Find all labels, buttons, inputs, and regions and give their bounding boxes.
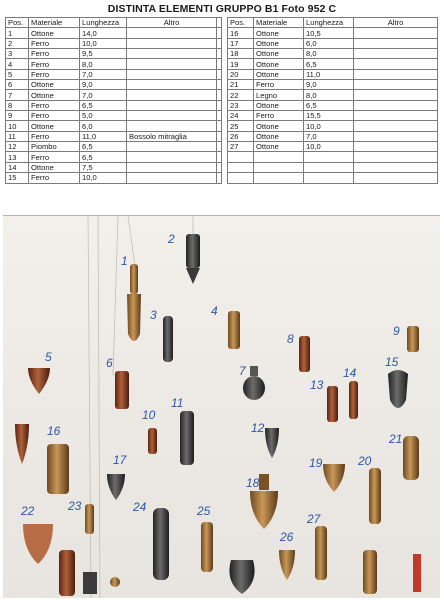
cell-spacer (217, 162, 222, 172)
table-row (228, 173, 438, 183)
cell-lunghezza: 6,0 (80, 121, 127, 131)
table-header-row (6, 18, 222, 28)
cell-lunghezza: 14,0 (80, 28, 127, 38)
cell-pos: 16 (228, 28, 254, 38)
table-row (6, 131, 222, 141)
photo-label-3: 3 (150, 308, 157, 322)
cell-materiale: Ottone (29, 162, 80, 172)
cell-altro (354, 90, 438, 100)
table-body-left (6, 28, 222, 183)
cell-lunghezza: 7,0 (80, 69, 127, 79)
cell-materiale: Ferro (29, 59, 80, 69)
cell-altro (127, 69, 217, 79)
cell-altro (127, 38, 217, 48)
photo-label-26: 26 (280, 530, 294, 544)
cell-lunghezza: 6,5 (304, 59, 354, 69)
plumb-bob-26 (279, 550, 295, 580)
cell-materiale: Ferro (29, 38, 80, 48)
cell-altro (127, 142, 217, 152)
cell-lunghezza: 10,0 (80, 173, 127, 183)
cell-pos: 19 (228, 59, 254, 69)
photo-label-22: 22 (21, 504, 35, 518)
cell-materiale: Piombo (29, 142, 80, 152)
cell-pos (228, 173, 254, 183)
cell-pos: 21 (228, 80, 254, 90)
photo-label-9: 9 (393, 324, 400, 338)
plumb-bob-8 (299, 336, 310, 372)
cell-altro (354, 173, 438, 183)
table-row (6, 121, 222, 131)
table-row (6, 49, 222, 59)
table-row (6, 69, 222, 79)
table-row (6, 28, 222, 38)
plumb-bob-21 (403, 436, 419, 480)
photo-label-16: 16 (47, 424, 61, 438)
cell-lunghezza: 8,0 (304, 90, 354, 100)
cell-lunghezza: 11,0 (304, 69, 354, 79)
cell-materiale: Ferro (29, 152, 80, 162)
photo-label-24: 24 (133, 500, 147, 514)
cell-lunghezza: 8,0 (304, 49, 354, 59)
cell-altro (127, 100, 217, 110)
photo-label-15: 15 (385, 355, 399, 369)
cell-pos: 22 (228, 90, 254, 100)
cell-lunghezza: 9,5 (80, 49, 127, 59)
plumb-bob-10 (148, 428, 157, 454)
plumb-bob-unlabeled (15, 424, 29, 464)
plumb-bob-3 (163, 316, 173, 362)
cell-pos: 6 (6, 80, 29, 90)
cell-spacer (217, 49, 222, 59)
table-row (6, 111, 222, 121)
plumb-bob-25 (201, 522, 213, 572)
plumb-bob-20 (369, 468, 381, 524)
cell-altro (127, 162, 217, 172)
table-row (6, 152, 222, 162)
photo-label-4: 4 (211, 304, 218, 318)
cell-pos: 14 (6, 162, 29, 172)
plumb-bob-4 (228, 311, 240, 349)
plumb-bob-23 (85, 504, 94, 534)
cell-pos: 20 (228, 69, 254, 79)
cell-pos: 23 (228, 100, 254, 110)
cell-pos: 26 (228, 131, 254, 141)
cell-pos: 15 (6, 173, 29, 183)
table-header-row (228, 18, 438, 28)
photo-label-6: 6 (106, 356, 113, 370)
cell-altro (354, 38, 438, 48)
cell-materiale: Ferro (29, 100, 80, 110)
cell-altro (354, 131, 438, 141)
cell-pos: 8 (6, 100, 29, 110)
cell-pos: 9 (6, 111, 29, 121)
cell-lunghezza: 9,0 (304, 80, 354, 90)
table-row (228, 90, 438, 100)
cell-lunghezza: 10,0 (304, 121, 354, 131)
photo-label-18: 18 (246, 476, 260, 490)
cell-lunghezza: 6,0 (304, 38, 354, 48)
cell-altro (354, 162, 438, 172)
cell-lunghezza: 8,0 (80, 59, 127, 69)
cell-lunghezza: 6,5 (304, 100, 354, 110)
plumb-bob-15 (388, 370, 408, 408)
col-spacer (217, 18, 222, 28)
plumb-bob-12 (265, 428, 279, 458)
cell-materiale (254, 162, 304, 172)
table-row (6, 90, 222, 100)
cell-spacer (217, 131, 222, 141)
cell-lunghezza: 6,5 (80, 100, 127, 110)
plumb-bob-16 (47, 444, 69, 494)
table-row (228, 152, 438, 162)
plumb-bob-27 (315, 526, 327, 580)
table-row (6, 162, 222, 172)
table-row (228, 59, 438, 69)
cell-lunghezza: 11,0 (80, 131, 127, 141)
table-row (6, 142, 222, 152)
plumb-bob-22 (23, 524, 53, 564)
col-header-pos: Pos. (228, 18, 254, 28)
cell-pos: 5 (6, 69, 29, 79)
cell-materiale: Ottone (254, 59, 304, 69)
cell-altro: Bossolo mitraglia (127, 131, 217, 141)
photo-label-17: 17 (113, 453, 127, 467)
table-row (228, 38, 438, 48)
cell-altro (354, 152, 438, 162)
cell-pos: 27 (228, 142, 254, 152)
photo-label-1: 1 (121, 254, 128, 268)
cell-lunghezza: 10,5 (304, 28, 354, 38)
photo-label-25: 25 (197, 504, 211, 518)
cell-pos: 2 (6, 38, 29, 48)
cell-pos: 10 (6, 121, 29, 131)
cell-altro (354, 111, 438, 121)
table-row (228, 131, 438, 141)
cell-materiale: Ferro (254, 111, 304, 121)
cell-lunghezza: 10,0 (304, 142, 354, 152)
plumb-bob-14 (349, 381, 358, 419)
table-row (228, 100, 438, 110)
cell-altro (127, 152, 217, 162)
photo-plumb-bobs (3, 215, 440, 598)
cell-altro (354, 69, 438, 79)
table-row (6, 59, 222, 69)
photo-label-14: 14 (343, 366, 357, 380)
cell-altro (354, 100, 438, 110)
photo-label-7: 7 (239, 364, 246, 378)
cell-spacer (217, 90, 222, 100)
photo-label-11: 11 (171, 396, 184, 410)
photo-label-2: 2 (168, 232, 175, 246)
col-header-lunghezza: Lunghezza (80, 18, 127, 28)
plumb-bob-1 (127, 264, 141, 341)
cell-materiale: Ottone (254, 142, 304, 152)
cell-materiale: Ottone (254, 131, 304, 141)
col-header-altro: Altro (127, 18, 217, 28)
table-row (228, 121, 438, 131)
table-row (6, 100, 222, 110)
plumb-bob-9 (407, 326, 419, 352)
cell-spacer (217, 142, 222, 152)
cell-materiale: Ottone (29, 90, 80, 100)
cell-materiale: Ottone (254, 38, 304, 48)
cell-spacer (217, 152, 222, 162)
cell-materiale: Ottone (254, 121, 304, 131)
cell-lunghezza (304, 152, 354, 162)
cell-spacer (217, 28, 222, 38)
photo-label-21: 21 (389, 432, 403, 446)
table-row (228, 49, 438, 59)
cell-altro (127, 49, 217, 59)
cell-materiale (254, 173, 304, 183)
cell-materiale: Ferro (29, 131, 80, 141)
col-header-materiale: Materiale (254, 18, 304, 28)
cell-lunghezza (304, 173, 354, 183)
table-row (228, 111, 438, 121)
photo-label-19: 19 (309, 456, 323, 470)
cell-pos: 1 (6, 28, 29, 38)
table-row (228, 142, 438, 152)
cell-lunghezza: 15,5 (304, 111, 354, 121)
cell-altro (354, 80, 438, 90)
col-header-pos: Pos. (6, 18, 29, 28)
photo-label-23: 23 (68, 499, 82, 513)
cell-lunghezza: 7,0 (304, 131, 354, 141)
table-row (6, 80, 222, 90)
table-row (228, 69, 438, 79)
cell-altro (127, 90, 217, 100)
cell-lunghezza (304, 162, 354, 172)
plumb-bob-2 (186, 234, 200, 284)
cell-pos: 12 (6, 142, 29, 152)
cell-materiale (254, 152, 304, 162)
cell-lunghezza: 10,0 (80, 38, 127, 48)
photo-label-8: 8 (287, 332, 294, 346)
cell-pos (228, 152, 254, 162)
elements-table-left (5, 17, 222, 184)
cell-lunghezza: 5,0 (80, 111, 127, 121)
cell-lunghezza: 6,5 (80, 152, 127, 162)
cell-materiale: Ottone (29, 80, 80, 90)
col-header-altro: Altro (354, 18, 438, 28)
photo-illustration (3, 216, 440, 598)
cell-materiale: Ferro (254, 80, 304, 90)
cell-altro (354, 59, 438, 69)
cell-pos (228, 162, 254, 172)
cell-materiale: Ferro (29, 69, 80, 79)
plumb-bob-6 (115, 371, 129, 409)
cell-materiale: Legno (254, 90, 304, 100)
cell-spacer (217, 80, 222, 90)
cell-altro (354, 49, 438, 59)
col-header-lunghezza: Lunghezza (304, 18, 354, 28)
table-body-right (228, 28, 438, 183)
cell-altro (127, 59, 217, 69)
cell-spacer (217, 173, 222, 183)
cell-materiale: Ottone (29, 28, 80, 38)
cell-spacer (217, 111, 222, 121)
cell-lunghezza: 7,5 (80, 162, 127, 172)
photo-label-13: 13 (310, 378, 324, 392)
table-row (228, 162, 438, 172)
cell-spacer (217, 69, 222, 79)
col-header-materiale: Materiale (29, 18, 80, 28)
cell-spacer (217, 59, 222, 69)
cell-altro (127, 80, 217, 90)
table-row (228, 28, 438, 38)
photo-label-10: 10 (142, 408, 156, 422)
cell-materiale: Ottone (254, 100, 304, 110)
cell-materiale: Ottone (254, 49, 304, 59)
cell-pos: 7 (6, 90, 29, 100)
cell-altro (127, 121, 217, 131)
cell-spacer (217, 100, 222, 110)
plumb-bob-5 (28, 368, 50, 394)
cell-materiale: Ottone (254, 69, 304, 79)
cell-materiale: Ferro (29, 49, 80, 59)
cell-altro (354, 142, 438, 152)
cell-altro (127, 28, 217, 38)
photo-label-5: 5 (45, 350, 52, 364)
cell-pos: 4 (6, 59, 29, 69)
cell-lunghezza: 9,0 (80, 80, 127, 90)
cell-altro (127, 173, 217, 183)
cell-pos: 24 (228, 111, 254, 121)
elements-table-right (227, 17, 438, 184)
document-title: DISTINTA ELEMENTI GRUPPO B1 Foto 952 C (107, 3, 337, 15)
cell-spacer (217, 38, 222, 48)
plumb-bobs-bottom-row (59, 550, 421, 596)
cell-spacer (217, 121, 222, 131)
plumb-bob-13 (327, 386, 338, 422)
cell-pos: 18 (228, 49, 254, 59)
cell-materiale: Ottone (254, 28, 304, 38)
cell-materiale: Ferro (29, 173, 80, 183)
table-row (6, 38, 222, 48)
cell-materiale: Ferro (29, 111, 80, 121)
cell-pos: 3 (6, 49, 29, 59)
table-row (6, 173, 222, 183)
plumb-bob-24 (153, 508, 169, 580)
photo-label-12: 12 (251, 421, 265, 435)
cell-lunghezza: 7,0 (80, 90, 127, 100)
table-row (228, 80, 438, 90)
photo-label-20: 20 (358, 454, 372, 468)
photo-label-27: 27 (307, 512, 321, 526)
cell-lunghezza: 6,5 (80, 142, 127, 152)
plumb-bob-19 (323, 464, 345, 492)
plumb-bob-17 (107, 474, 125, 500)
cell-pos: 17 (228, 38, 254, 48)
cell-pos: 25 (228, 121, 254, 131)
cell-pos: 11 (6, 131, 29, 141)
plumb-bob-7 (243, 366, 265, 400)
cell-pos: 13 (6, 152, 29, 162)
cell-altro (354, 28, 438, 38)
cell-materiale: Ottone (29, 121, 80, 131)
plumb-bob-11 (180, 411, 194, 465)
cell-altro (354, 121, 438, 131)
cell-altro (127, 111, 217, 121)
